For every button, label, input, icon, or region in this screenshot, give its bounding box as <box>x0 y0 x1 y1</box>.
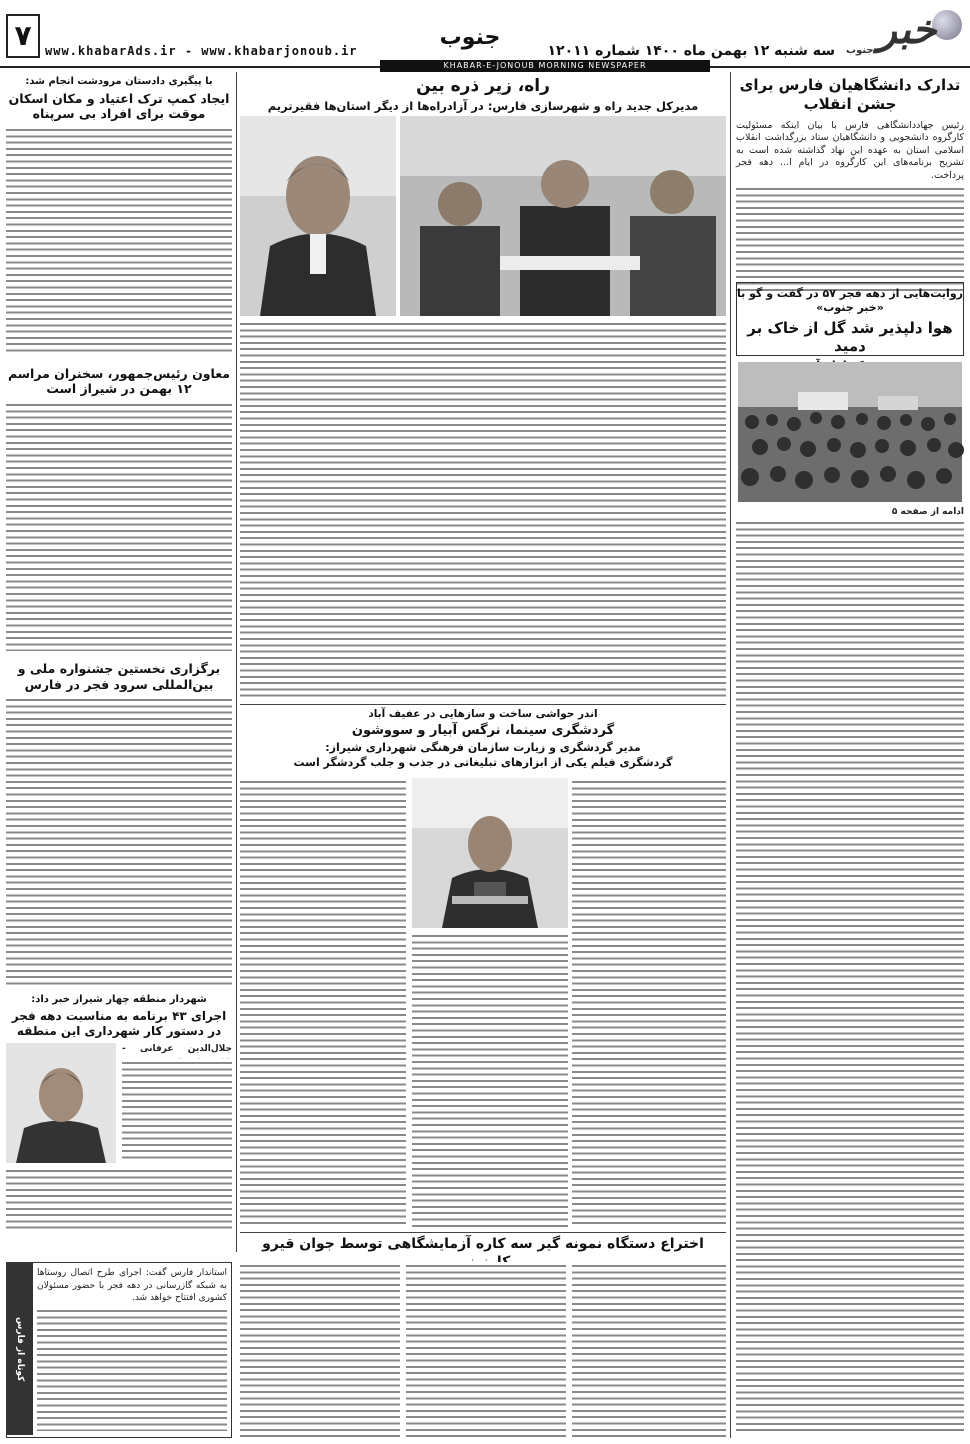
invention-header <box>240 1236 726 1260</box>
page-number: ۷ <box>6 14 40 58</box>
interview-header-box <box>736 282 964 356</box>
item1-body <box>6 126 232 356</box>
section-title: جنوب <box>439 25 501 50</box>
item3-body <box>6 696 232 986</box>
issue-dateline: سه شنبه ۱۲ بهمن ماه ۱۴۰۰ شماره ۱۲۰۱۱ <box>547 43 835 59</box>
tourism-body-middle <box>412 932 568 1228</box>
interview-body <box>736 506 964 1436</box>
newspaper-logo <box>842 4 962 60</box>
official-photo <box>412 778 568 928</box>
section-divider <box>240 1232 726 1233</box>
invention-body-left <box>240 1262 400 1438</box>
continued-label: ادامه از صفحه ۵ <box>891 507 964 517</box>
main-feature-subtitle: مدیرکل جدید راه و شهرسازی فارس: در آزادراه‌ها از دیگر استان‌ها فقیرتریم <box>267 99 699 114</box>
column-divider <box>730 72 731 1438</box>
column-divider <box>236 72 237 1252</box>
handshake-photo <box>400 116 726 316</box>
tourism-kicker: اندر حواشی ساخت و سازهایی در عفیف آباد <box>368 708 598 720</box>
tourism-body-right <box>572 778 726 1228</box>
left-news-column <box>6 76 232 1256</box>
item4-title: اجرای ۴۳ برنامه به مناسبت دهه فجر در دستور کار شهرداری این منطقه <box>11 1008 227 1038</box>
tourism-subtitle: گردشگری فیلم یکی از ابزارهای تبلیغاتی در جذب و جلب گردشگر است <box>293 756 673 770</box>
item2-body <box>6 401 232 651</box>
main-feature-title: راه، زیر ذره بین <box>416 76 550 96</box>
item1-kicker: با پیگیری دادستان مرودشت انجام شد: <box>25 76 213 87</box>
interview-text <box>736 519 964 1431</box>
brief-body <box>37 1307 227 1431</box>
dorm-article <box>736 76 964 286</box>
invention-title: اختراع دستگاه نمونه گیر سه کاره آزمایشگاهی توسط جوان قیرو <box>262 1236 704 1252</box>
invention-body-right <box>572 1262 726 1438</box>
brief-box <box>6 1262 232 1438</box>
tourism-title: گردشگری سینما، نرگس آبیار و سووشون <box>351 723 615 739</box>
tourism-header <box>240 708 726 774</box>
interview-kicker: روایت‌هایی از دهه فجر ۵۷ در گفت و گو با «خبر جنوب» <box>737 287 963 314</box>
crowd-photo <box>738 362 962 502</box>
main-feature-body <box>240 320 726 700</box>
main-feature-header <box>240 76 726 116</box>
section-divider <box>240 704 726 705</box>
tourism-subkicker: مدیر گردشگری و زیارت سازمان فرهنگی شهرداری شیراز: <box>325 741 641 755</box>
logo-word: خبر <box>877 7 937 53</box>
item4-body <box>6 1043 232 1233</box>
item4-kicker: شهردار منطقه چهار شیراز خبر داد: <box>31 994 207 1006</box>
invention-body-middle <box>406 1262 566 1438</box>
item4-byline: جلال‌الدین عرفانی - <box>122 1043 232 1054</box>
logo-sub: جنوب <box>846 45 874 56</box>
article-body <box>736 185 964 295</box>
item2-title: معاون رئیس‌جمهور، سخنران مراسم ۱۲ بهمن در شیراز است <box>7 365 231 397</box>
brief-label: کوتاه از فارس <box>7 1263 33 1435</box>
item4-text-cont <box>6 1167 232 1233</box>
item4-text <box>122 1059 232 1163</box>
english-banner: KHABAR-E-JONOUB MORNING NEWSPAPER <box>380 60 710 72</box>
item3-title: برگزاری نخستین جشنواره ملی و بین‌المللی سرود فجر در فارس <box>17 661 221 692</box>
mayor-photo <box>6 1043 116 1163</box>
article-lead: رئیس جهاددانشگاهی فارس با بیان اینکه مسئولیت کارگروه دانشجویی و دانشگاهیان ستاد بزرگداشت انقلاب اسلامی استان به عهده این نهاد گذاشته شده است به تشریح برنامه‌های این کارگروه در ایام ا... دهه فجر پرداخت. <box>736 119 964 181</box>
website-url[interactable]: www.khabarAds.ir - www.khabarjonoub.ir <box>45 44 358 58</box>
masthead <box>0 0 970 68</box>
brief-text: استاندار فارس گفت: اجرای طرح اتصال روستاها به شبکه گازرسانی در دهه فجر با حضور مسئولان کشوری افتتاح خواهد شد. <box>37 1268 227 1304</box>
tourism-body-left <box>240 778 406 1228</box>
item1-title: ایجاد کمپ ترک اعتیاد و مکان اسکان موقت برای افراد بی سرپناه <box>8 90 230 122</box>
article-title: تدارک دانشگاهیان فارس برای جشن انقلاب <box>739 76 961 113</box>
interview-title: هوا دلپذیر شد گل از خاک بر دمید <box>747 318 953 356</box>
portrait-photo <box>240 116 396 316</box>
